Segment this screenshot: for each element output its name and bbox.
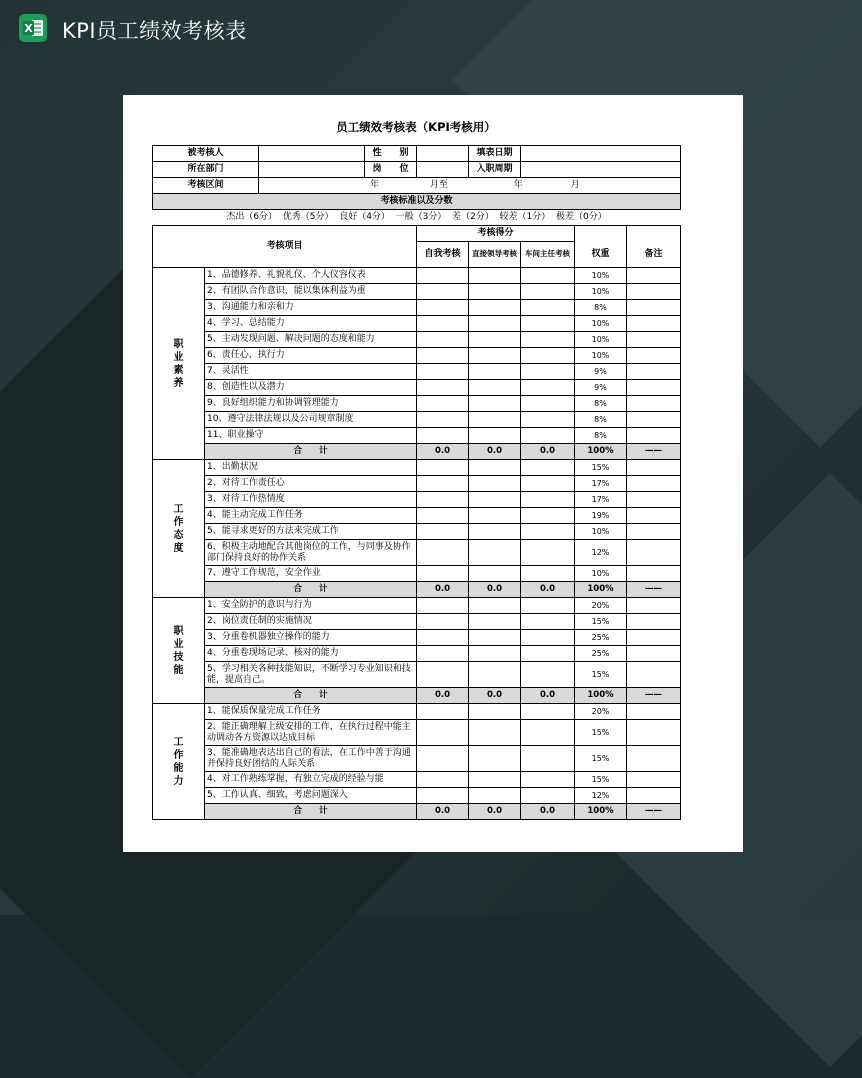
leader-score-cell[interactable] [469,460,521,476]
director-score-cell[interactable] [521,746,575,772]
self-total: 0.0 [417,688,469,704]
period-field[interactable] [259,178,681,194]
item-text: 4、分重卷现场记录、核对的能力 [205,646,417,662]
director-score-cell[interactable] [521,348,575,364]
remark-cell[interactable] [627,460,681,476]
leader-score-cell[interactable] [469,788,521,804]
total-weight: 100% [575,582,627,598]
remark-cell[interactable] [627,268,681,284]
item-text: 5、能寻求更好的方法来完成工作 [205,524,417,540]
self-score-cell[interactable] [417,540,469,566]
table-row [153,746,681,772]
table-row [153,704,681,720]
director-score-cell[interactable] [521,524,575,540]
period-year1: 年 [370,180,380,190]
weight-cell: 10% [575,268,627,284]
item-text: 5、工作认真、细致，考虑问题深入 [205,788,417,804]
leader-score-cell[interactable] [469,284,521,300]
item-text: 5、主动发现问题、解决问题的态度和能力 [205,332,417,348]
remark-cell[interactable] [627,316,681,332]
self-score-cell[interactable] [417,412,469,428]
table-row [153,460,681,476]
period-label: 考核区间 [153,178,259,194]
director-score-cell[interactable] [521,396,575,412]
leader-score-cell[interactable] [469,380,521,396]
self-score-cell[interactable] [417,720,469,746]
table-row [153,428,681,444]
self-score-cell[interactable] [417,788,469,804]
weight-cell: 15% [575,614,627,630]
item-text: 2、能正确理解上级安排的工作，在执行过程中能主动调动各方资源以达成目标 [205,720,417,746]
period-month-to: 月至 [429,180,448,190]
excel-icon [18,13,48,43]
hire-date-label: 入职周期 [469,162,521,178]
self-score-cell[interactable] [417,284,469,300]
self-score-cell[interactable] [417,566,469,582]
section-name [153,460,205,598]
section-name-text: 工作态度 [173,503,184,554]
item-text: 2、岗位责任制的实施情况 [205,614,417,630]
remark-cell[interactable] [627,646,681,662]
leader-score-cell[interactable] [469,476,521,492]
director-score-cell[interactable] [521,492,575,508]
weight-cell: 12% [575,788,627,804]
table-row [153,332,681,348]
weight-cell: 10% [575,284,627,300]
fill-date-field[interactable] [521,146,681,162]
table-row [153,788,681,804]
table-row [153,720,681,746]
table-row [153,476,681,492]
leader-score-cell[interactable] [469,300,521,316]
leader-score-cell[interactable] [469,614,521,630]
director-score-cell[interactable] [521,662,575,688]
document-page [123,95,743,852]
table-row [153,540,681,566]
director-score-cell[interactable] [521,566,575,582]
director-score-cell[interactable] [521,268,575,284]
table-row [153,630,681,646]
remark-cell[interactable] [627,772,681,788]
leader-total: 0.0 [469,804,521,820]
item-text: 2、对待工作责任心 [205,476,417,492]
weight-cell: 8% [575,428,627,444]
director-score-cell[interactable] [521,284,575,300]
director-score-cell[interactable] [521,316,575,332]
standard-text: 杰出（6分） 优秀（5分） 良好（4分） 一般（3分） 差（2分） 较差（1分） 极差（0分） [226,212,607,222]
total-row [153,804,681,820]
remark-cell[interactable] [627,284,681,300]
leader-score-cell[interactable] [469,524,521,540]
leader-score-cell[interactable] [469,772,521,788]
item-text: 4、学习、总结能力 [205,316,417,332]
leader-score-cell[interactable] [469,704,521,720]
item-text: 3、分重卷机器独立操作的能力 [205,630,417,646]
table-row [153,598,681,614]
director-total: 0.0 [521,444,575,460]
item-text: 3、沟通能力和亲和力 [205,300,417,316]
director-score-cell[interactable] [521,704,575,720]
weight-cell: 9% [575,364,627,380]
table-row [153,412,681,428]
director-column-header: 车间主任考核 [521,242,575,268]
remark-cell[interactable] [627,662,681,688]
item-column-header: 考核项目 [153,226,417,268]
gender-field[interactable] [417,146,469,162]
item-text: 6、积极主动地配合其他岗位的工作，与同事及协作部门保持良好的协作关系 [205,540,417,566]
svg-text:X: X [24,22,33,35]
table-row [153,268,681,284]
weight-cell: 10% [575,316,627,332]
total-row [153,444,681,460]
leader-score-cell[interactable] [469,348,521,364]
total-remark: —— [627,444,681,460]
remark-cell[interactable] [627,746,681,772]
self-score-cell[interactable] [417,746,469,772]
item-text: 4、对工作熟练掌握，有独立完成的经验与能 [205,772,417,788]
section-name [153,268,205,460]
item-text: 3、能准确地表达出自己的看法，在工作中善于沟通并保持良好团结的人际关系 [205,746,417,772]
director-score-cell[interactable] [521,540,575,566]
total-label: 合 计 [205,444,417,460]
table-row [153,316,681,332]
self-score-cell[interactable] [417,364,469,380]
table-row [153,364,681,380]
self-score-cell[interactable] [417,316,469,332]
assessee-field[interactable] [259,146,365,162]
director-score-cell[interactable] [521,332,575,348]
period-year2: 年 [513,180,523,190]
total-remark: —— [627,582,681,598]
self-score-cell[interactable] [417,598,469,614]
remark-cell[interactable] [627,788,681,804]
item-text: 1、安全防护的意识与行为 [205,598,417,614]
remark-cell[interactable] [627,720,681,746]
self-score-cell[interactable] [417,396,469,412]
section-name-text: 工作能力 [173,736,184,787]
remark-cell[interactable] [627,332,681,348]
item-text: 8、创造性以及潜力 [205,380,417,396]
director-score-cell[interactable] [521,772,575,788]
fill-date-label: 填表日期 [469,146,521,162]
remark-cell[interactable] [627,348,681,364]
remark-cell[interactable] [627,300,681,316]
weight-cell: 17% [575,476,627,492]
self-score-cell[interactable] [417,380,469,396]
self-score-cell[interactable] [417,630,469,646]
director-score-cell[interactable] [521,300,575,316]
total-weight: 100% [575,804,627,820]
leader-score-cell[interactable] [469,396,521,412]
leader-score-cell[interactable] [469,428,521,444]
weight-cell: 15% [575,746,627,772]
self-score-cell[interactable] [417,524,469,540]
director-total: 0.0 [521,804,575,820]
director-score-cell[interactable] [521,508,575,524]
leader-column-header: 直接领导考核 [469,242,521,268]
weight-cell: 15% [575,460,627,476]
total-weight: 100% [575,444,627,460]
leader-total: 0.0 [469,444,521,460]
self-score-cell[interactable] [417,348,469,364]
weight-cell: 19% [575,508,627,524]
director-score-cell[interactable] [521,598,575,614]
self-score-cell[interactable] [417,428,469,444]
weight-cell: 20% [575,704,627,720]
director-score-cell[interactable] [521,788,575,804]
remark-cell[interactable] [627,412,681,428]
weight-cell: 15% [575,772,627,788]
weight-cell: 10% [575,524,627,540]
weight-cell: 10% [575,566,627,582]
leader-total: 0.0 [469,582,521,598]
item-text: 3、对待工作热情度 [205,492,417,508]
hire-date-field[interactable] [521,162,681,178]
app-title: KPI员工绩效考核表 [62,19,247,43]
leader-score-cell[interactable] [469,746,521,772]
self-score-cell[interactable] [417,614,469,630]
self-score-cell[interactable] [417,476,469,492]
director-score-cell[interactable] [521,428,575,444]
remark-cell[interactable] [627,428,681,444]
self-total: 0.0 [417,804,469,820]
table-row [153,396,681,412]
total-row [153,688,681,704]
assessee-label: 被考核人 [153,146,259,162]
leader-score-cell[interactable] [469,646,521,662]
weight-cell: 10% [575,348,627,364]
score-group-header: 考核得分 [417,226,575,242]
leader-score-cell[interactable] [469,332,521,348]
remark-cell[interactable] [627,704,681,720]
item-text: 7、遵守工作规范，安全作业 [205,566,417,582]
weight-cell: 15% [575,662,627,688]
department-field[interactable] [259,162,365,178]
item-text: 6、责任心，执行力 [205,348,417,364]
director-score-cell[interactable] [521,364,575,380]
weight-cell: 9% [575,380,627,396]
remark-cell[interactable] [627,364,681,380]
item-text: 4、能主动完成工作任务 [205,508,417,524]
item-text: 1、出勤状况 [205,460,417,476]
weight-cell: 20% [575,598,627,614]
section-name [153,704,205,820]
remark-cell[interactable] [627,508,681,524]
item-text: 9、良好组织能力和协调管理能力 [205,396,417,412]
leader-score-cell[interactable] [469,566,521,582]
item-text: 2、有团队合作意识，能以集体利益为重 [205,284,417,300]
weight-cell: 25% [575,646,627,662]
self-score-cell[interactable] [417,646,469,662]
title-bar [0,0,862,58]
self-total: 0.0 [417,444,469,460]
position-field[interactable] [417,162,469,178]
item-text: 1、能保质保量完成工作任务 [205,704,417,720]
remark-cell[interactable] [627,396,681,412]
weight-cell: 12% [575,540,627,566]
self-score-cell[interactable] [417,492,469,508]
leader-score-cell[interactable] [469,540,521,566]
leader-score-cell[interactable] [469,720,521,746]
table-row [153,646,681,662]
leader-score-cell[interactable] [469,630,521,646]
total-label: 合 计 [205,804,417,820]
sheet [152,109,680,820]
director-score-cell[interactable] [521,614,575,630]
table-row [153,524,681,540]
item-text: 11、职业操守 [205,428,417,444]
section-name-text: 职业素养 [173,338,184,389]
director-score-cell[interactable] [521,646,575,662]
position-label: 岗 位 [365,162,417,178]
self-score-cell[interactable] [417,704,469,720]
weight-cell: 8% [575,396,627,412]
remark-cell[interactable] [627,380,681,396]
self-score-cell[interactable] [417,332,469,348]
remark-column-header: 备注 [627,242,681,268]
total-remark: —— [627,804,681,820]
remark-cell[interactable] [627,566,681,582]
table-row [153,284,681,300]
table-row [153,662,681,688]
standard-header: 考核标准以及分数 [153,194,681,210]
self-score-cell[interactable] [417,662,469,688]
self-score-cell[interactable] [417,508,469,524]
weight-cell: 8% [575,300,627,316]
table-row [153,380,681,396]
table-row [153,566,681,582]
remark-cell[interactable] [627,492,681,508]
total-label: 合 计 [205,582,417,598]
total-label: 合 计 [205,688,417,704]
gender-label: 性 别 [365,146,417,162]
remark-cell[interactable] [627,630,681,646]
director-total: 0.0 [521,688,575,704]
director-score-cell[interactable] [521,630,575,646]
kpi-table [152,145,681,820]
director-score-cell[interactable] [521,720,575,746]
section-name [153,598,205,704]
leader-score-cell[interactable] [469,598,521,614]
leader-score-cell[interactable] [469,492,521,508]
remark-cell[interactable] [627,540,681,566]
weight-cell: 17% [575,492,627,508]
leader-score-cell[interactable] [469,364,521,380]
section-name-text: 职业技能 [173,625,184,676]
document-title: 员工绩效考核表（KPI考核用） [336,120,496,134]
self-score-cell[interactable] [417,460,469,476]
department-label: 所在部门 [153,162,259,178]
director-score-cell[interactable] [521,476,575,492]
leader-score-cell[interactable] [469,268,521,284]
self-score-cell[interactable] [417,772,469,788]
total-weight: 100% [575,688,627,704]
remark-cell[interactable] [627,524,681,540]
item-text: 5、学习相关各种技能知识，不断学习专业知识和技能，提高自己。 [205,662,417,688]
table-row [153,348,681,364]
item-text: 10、遵守法律法规以及公司规章制度 [205,412,417,428]
leader-score-cell[interactable] [469,508,521,524]
self-total: 0.0 [417,582,469,598]
weight-column-header: 权重 [575,242,627,268]
leader-score-cell[interactable] [469,316,521,332]
remark-cell[interactable] [627,598,681,614]
director-score-cell[interactable] [521,380,575,396]
total-row [153,582,681,598]
remark-cell[interactable] [627,476,681,492]
remark-cell[interactable] [627,614,681,630]
self-score-cell[interactable] [417,300,469,316]
period-month2: 月 [570,180,580,190]
table-row [153,614,681,630]
total-remark: —— [627,688,681,704]
table-row [153,300,681,316]
table-row [153,492,681,508]
director-score-cell[interactable] [521,412,575,428]
director-total: 0.0 [521,582,575,598]
leader-total: 0.0 [469,688,521,704]
item-text: 7、灵活性 [205,364,417,380]
director-score-cell[interactable] [521,460,575,476]
weight-cell: 8% [575,412,627,428]
weight-cell: 15% [575,720,627,746]
self-score-cell[interactable] [417,268,469,284]
weight-cell: 10% [575,332,627,348]
leader-score-cell[interactable] [469,412,521,428]
leader-score-cell[interactable] [469,662,521,688]
table-row [153,508,681,524]
self-column-header: 自我考核 [417,242,469,268]
weight-cell: 25% [575,630,627,646]
table-row [153,772,681,788]
item-text: 1、品德修养、礼貌礼仪、个人仪容仪表 [205,268,417,284]
